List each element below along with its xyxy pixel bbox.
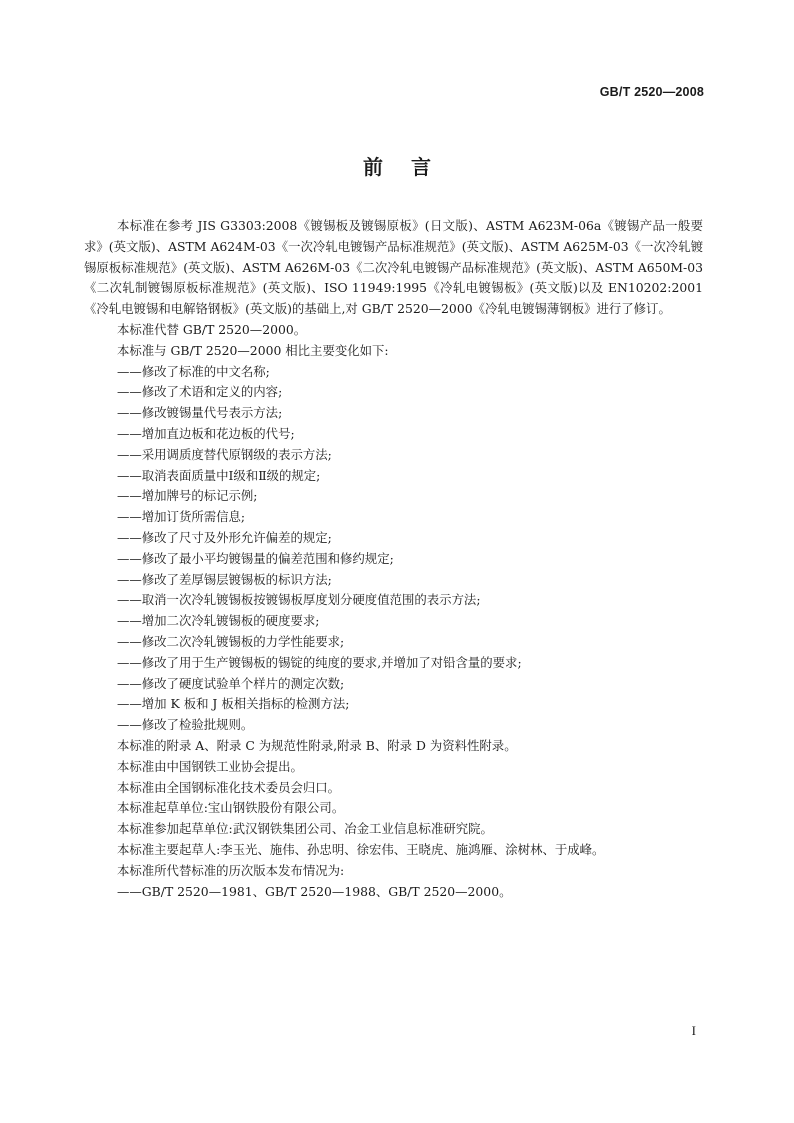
list-item: ——增加订货所需信息; [117, 509, 246, 525]
list-item: ——修改了用于生产镀锡板的锡锭的纯度的要求,并增加了对铅含量的要求; [117, 654, 522, 670]
page-number: I [691, 1023, 696, 1038]
changes-intro: 本标准与 GB/T 2520—2000 相比主要变化如下: [117, 342, 389, 358]
page-title: 前言 [363, 155, 459, 179]
changes-list [117, 362, 703, 736]
list-item: ——修改了最小平均镀锡量的偏差范围和修约规定; [117, 550, 394, 566]
list-item: ——修改了尺寸及外形允许偏差的规定; [117, 529, 332, 545]
list-item: ——取消一次冷轧镀锡板按镀锡板厚度划分硬度值范围的表示方法; [117, 592, 481, 608]
list-item: ——修改二次冷轧镀锡板的力学性能要求; [117, 633, 345, 649]
standard-code: GB/T 2520—2008 [599, 85, 704, 99]
list-item: ——修改镀锡量代号表示方法; [117, 405, 283, 421]
drafting-unit-line: 本标准起草单位:宝山钢铁股份有限公司。 [117, 800, 345, 816]
history-list-item: ——GB/T 2520—1981、GB/T 2520—1988、GB/T 2520—2000。 [117, 883, 512, 899]
committee-line: 本标准由全国钢标准化技术委员会归口。 [117, 779, 341, 795]
list-item: ——增加二次冷轧镀锡板的硬度要求; [117, 613, 320, 629]
list-item: ——取消表面质量中Ⅰ级和Ⅱ级的规定; [117, 467, 321, 483]
foreword-body [84, 216, 703, 902]
list-item: ——采用调质度替代原钢级的表示方法; [117, 446, 332, 462]
list-item: ——增加直边板和花边板的代号; [117, 425, 295, 441]
closing-section [117, 736, 703, 902]
intro-paragraph: 本标准在参考 JIS G3303:2008《镀锡板及镀锡原板》(日文版)、ASTM A623M-06a《镀锡产品一般要求》(英文版)、ASTM A624M-03《一次冷轧电镀锡产品标准规范》(英文版)、ASTM A625M-03《一次冷轧镀锡原板标准规范》(英文版)、ASTM A626M-03《二次冷轧电镀锡产品标准规范》(英文版)、ASTM A650M-03《二次轧制镀锡原板标准规范》(英文版)、ISO 11949:1995《冷轧电镀锡板》(英文版)以及 EN10202:2001《冷轧电镀锡和电解铬钢板》(英文版)的基础上,对 GB/T 2520—2000《冷轧电镀锡薄钢板》进行了修订。 [84, 218, 703, 317]
list-item: ——修改了硬度试验单个样片的测定次数; [117, 675, 345, 691]
appendix-note: 本标准的附录 A、附录 C 为规范性附录,附录 B、附录 D 为资料性附录。 [117, 737, 517, 753]
list-item: ——增加 K 板和 J 板相关指标的检测方法; [117, 696, 350, 712]
list-item: ——修改了差厚锡层镀锡板的标识方法; [117, 571, 332, 587]
list-item: ——修改了术语和定义的内容; [117, 384, 283, 400]
replaces-line: 本标准代替 GB/T 2520—2000。 [117, 321, 307, 337]
list-item: ——修改了标准的中文名称; [117, 363, 270, 379]
proposer-line: 本标准由中国钢铁工业协会提出。 [117, 758, 303, 774]
history-intro-line: 本标准所代替标准的历次版本发布情况为: [117, 862, 345, 878]
list-item: ——修改了检验批规则。 [117, 717, 254, 733]
participating-units-line: 本标准参加起草单位:武汉钢铁集团公司、冶金工业信息标准研究院。 [117, 821, 493, 837]
list-item: ——增加牌号的标记示例; [117, 488, 258, 504]
drafters-line: 本标准主要起草人:李玉光、施伟、孙忠明、徐宏伟、王晓虎、施鸿雁、涂树林、于成峰。 [117, 841, 605, 857]
